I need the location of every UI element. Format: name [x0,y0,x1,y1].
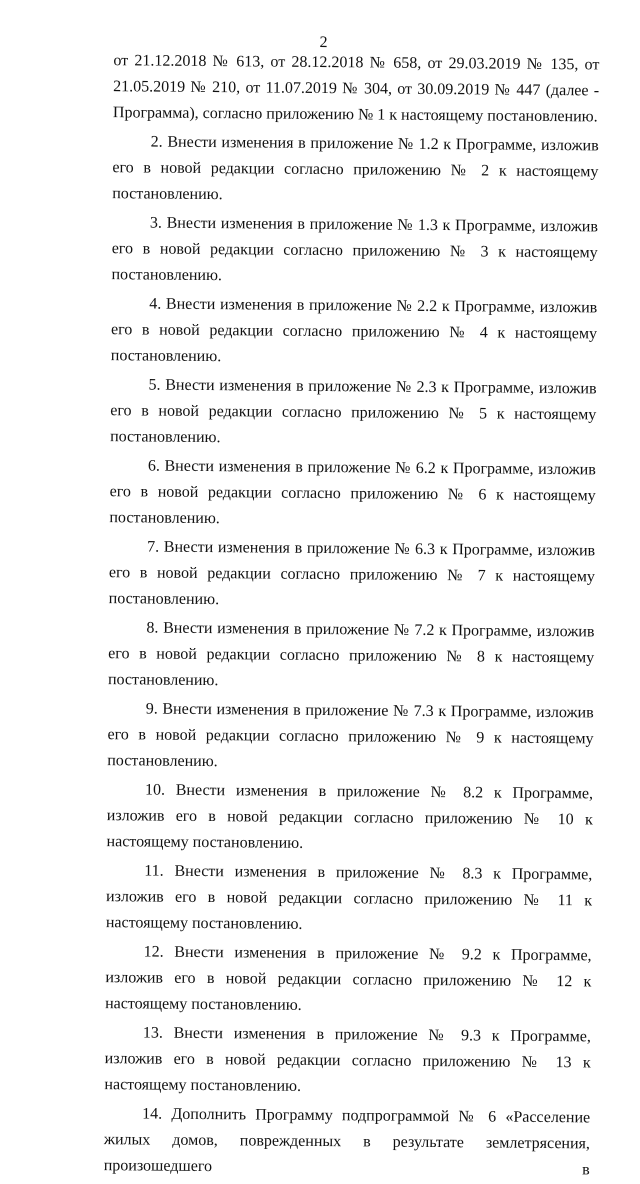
paragraph-item-3: 3. Внести изменения в приложение № 1.3 к Программе, изложив его в новой редакции согласно приложению № 3 к настоящему постановлению. [111,214,599,285]
paragraph-item-2: 2. Внести изменения в приложение № 1.2 к Программе, изложив его в новой редакции согласно приложению № 2 к настоящему постановлению. [112,133,599,204]
paragraph-intro: от 21.12.2018 № 613, от 28.12.2018 № 658, от 29.03.2019 № 135, от 21.05.2019 № 210, от 11.07.2019 № 304, от 30.09.2019 № 447 (далее - Программа), согласно приложению № 1 к настоящему постановлению. [112,52,600,126]
paragraph-item-9: 9. Внести изменения в приложение № 7.3 к Программе, изложив его в новой редакции согласно приложению № 9 к настоящему постановлению. [107,700,594,771]
paragraph-item-6: 6. Внести изменения в приложение № 6.2 к Программе, изложив его в новой редакции согласно приложению № 6 к настоящему постановлению. [109,457,596,528]
paragraph-item-10: 10. Внести изменения в приложение № 8.2 к Программе, изложив его в новой редакции согласно приложению № 10 к настоящему постановлению. [106,781,594,852]
paragraph-item-14: 14. Дополнить Программу подпрограммой № 6 «Расселение жилых домов, поврежденных в результате землетрясения, произошедшего в [103,1105,591,1179]
paragraph-item-11: 11. Внести изменения в приложение № 8.3 к Программе, изложив его в новой редакции согласно приложению № 11 к настоящему постановлению. [105,862,593,933]
paragraph-item-5: 5. Внести изменения в приложение № 2.3 к Программе, изложив его в новой редакции согласно приложению № 5 к настоящему постановлению. [110,376,597,447]
paragraph-item-8: 8. Внести изменения в приложение № 7.2 к Программе, изложив его в новой редакции согласно приложению № 8 к настоящему постановлению. [107,619,595,690]
paragraph-item-13: 13. Внести изменения в приложение № 9.3 к Программе, изложив его в новой редакции согласно приложению № 13 к настоящему постановлению. [104,1024,591,1095]
paragraph-item-12: 12. Внести изменения в приложение № 9.2 к Программе, изложив его в новой редакции согласно приложению № 12 к настоящему постановлению. [105,943,592,1014]
document-body [104,48,600,1183]
paragraph-item-4: 4. Внести изменения в приложение № 2.2 к Программе, изложив его в новой редакции согласно приложению № 4 к настоящему постановлению. [110,295,598,366]
paragraph-item-7: 7. Внести изменения в приложение № 6.3 к Программе, изложив его в новой редакции согласно приложению № 7 к настоящему постановлению. [108,538,596,609]
page-number: 2 [319,33,328,52]
